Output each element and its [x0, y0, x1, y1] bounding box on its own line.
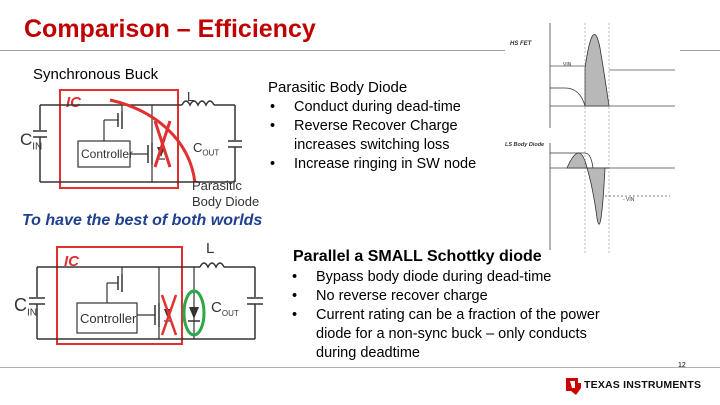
controller-label-2: Controller [80, 311, 137, 326]
cout-label-2: $C_{OUT}$ [211, 299, 239, 318]
schottky-buck-schematic [0, 235, 270, 347]
inductor-label-2: L [206, 240, 215, 257]
vin-label: VIN [563, 62, 572, 68]
switching-waveform-figure [505, 18, 680, 256]
page-number: 12 [678, 362, 686, 369]
controller-label: Controller [81, 147, 134, 161]
ls-diode-label: LS Body Diode [505, 142, 545, 148]
ic-label-2: IC [64, 253, 79, 270]
schottky-diode-symbol [189, 307, 199, 319]
cout-label: $C_{OUT}$ [193, 140, 220, 158]
ti-logo-icon [564, 376, 582, 396]
cin-label: $C_{IN}$ [20, 130, 43, 153]
slide-title: Comparison – Efficiency [24, 15, 316, 43]
sync-buck-label: Synchronous Buck [33, 66, 159, 83]
company-logo [560, 372, 720, 402]
neg-vin-label: - VIN [623, 197, 635, 203]
cin-label-2: $C_{IN}$ [14, 295, 37, 319]
inductor-label: L [187, 89, 195, 104]
tagline: To have the best of both worlds [22, 212, 263, 229]
company-name: TEXAS INSTRUMENTS [584, 379, 702, 391]
footer-divider [0, 367, 720, 368]
inductor-symbol-2 [200, 263, 224, 267]
body-diode-label: Parasitic Body Diode [192, 178, 260, 209]
hs-fet-label: HS FET [510, 41, 532, 47]
schottky-heading: Parallel a SMALL Schottky diode [293, 248, 542, 265]
ic-label: IC [66, 94, 81, 111]
parasitic-heading: Parasitic Body Diode [268, 79, 408, 96]
